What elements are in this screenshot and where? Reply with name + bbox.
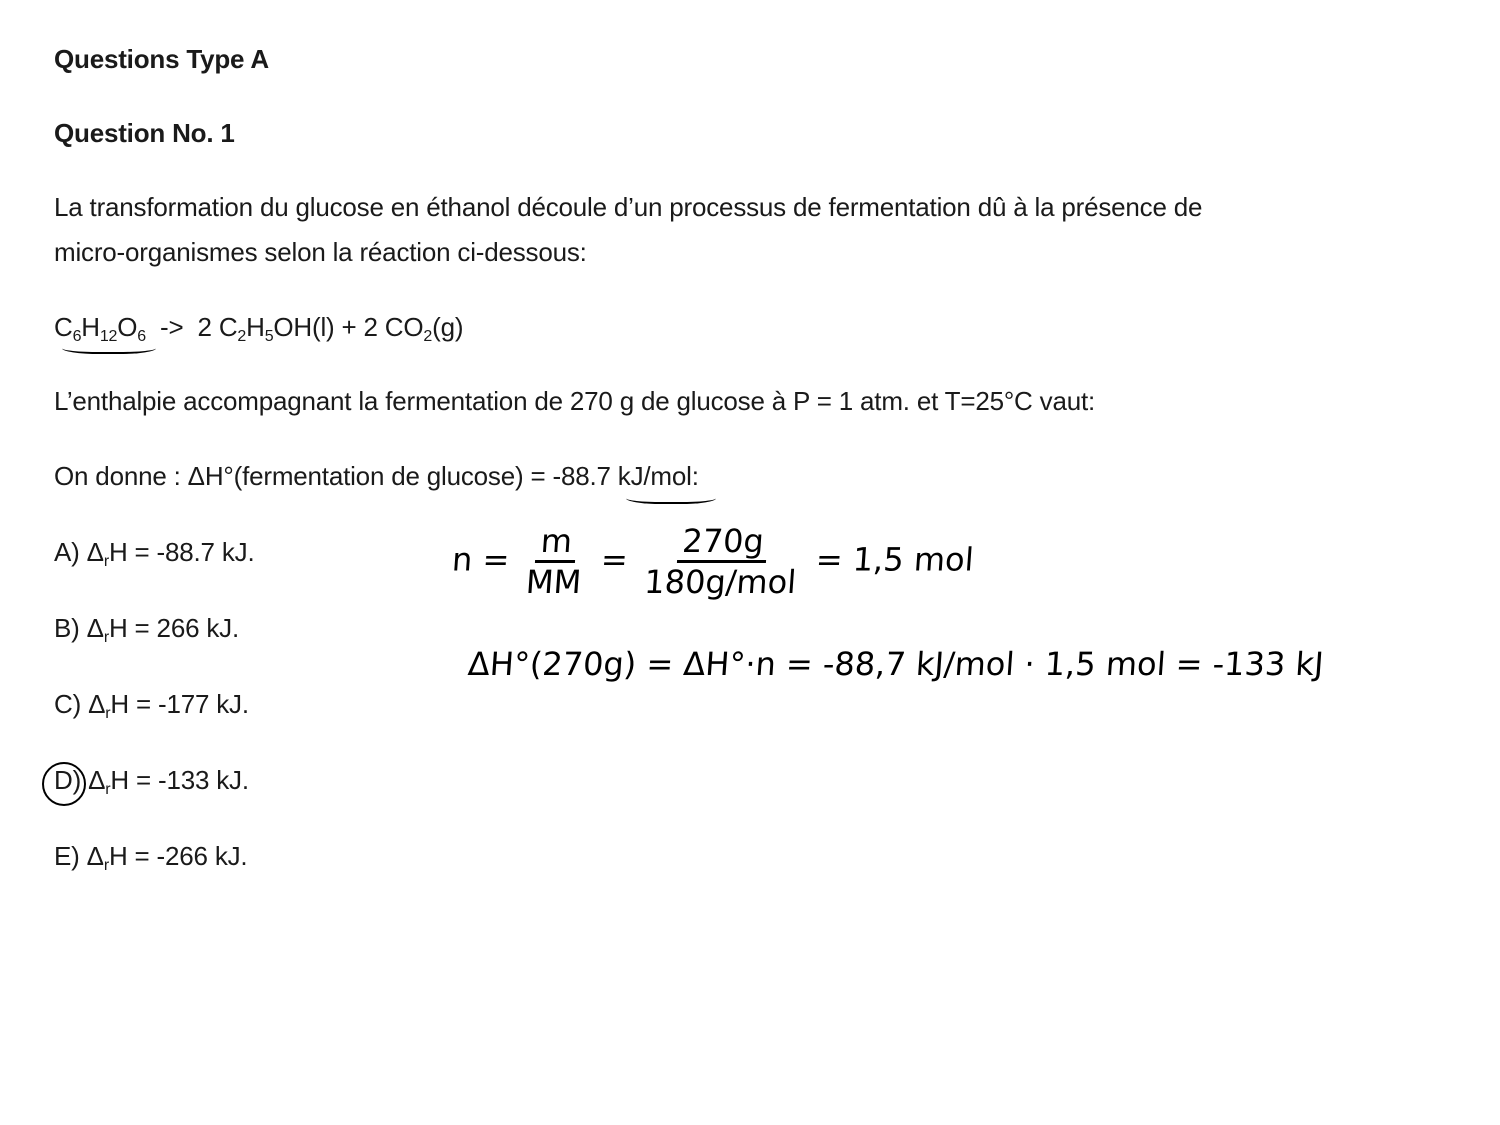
question-title: Question No. 1 (54, 118, 235, 148)
handwritten-underline-value (626, 490, 716, 504)
hw-mm: MM (524, 563, 583, 601)
option-value: H = -133 kJ. (110, 765, 249, 795)
handwritten-circle-answer (42, 762, 86, 806)
hw-den: 180g/mol (643, 563, 798, 601)
question-paragraph-line-1: La transformation du glucose en éthanol découle d’un processus de fermentation dû à la présence de (54, 192, 1203, 222)
answer-option-b (54, 613, 239, 644)
delta-symbol: Δ (88, 689, 106, 719)
delta-symbol: Δ (88, 765, 106, 795)
reaction-text: -> 2 C (146, 312, 238, 342)
option-value: H = 266 kJ. (108, 613, 239, 643)
reaction-text: OH(l) + 2 CO (273, 312, 424, 342)
answer-option-c (54, 689, 249, 720)
option-letter: B) (54, 613, 80, 643)
hw-m: m (535, 522, 577, 563)
hw-result1: = 1,5 mol (814, 540, 975, 579)
delta-subscript: r (105, 781, 111, 798)
reaction-subscript: 6 (137, 328, 146, 345)
handwritten-enthalpy-calculation: ΔH°(270g) = ΔH°·n = -88,7 kJ/mol · 1,5 mol = -133 kJ (466, 645, 1325, 683)
given-value: -88.7 kJ (552, 461, 644, 491)
hw-fraction-values (643, 522, 800, 601)
delta-symbol: Δ (86, 537, 104, 567)
reaction-subscript: 2 (423, 328, 433, 345)
reaction-text: C (54, 312, 73, 342)
hw-num: 270g (677, 522, 769, 563)
reaction-text: H (81, 312, 100, 342)
reaction-subscript: 6 (72, 328, 82, 345)
given-data (54, 461, 699, 492)
delta-symbol: Δ (86, 841, 104, 871)
delta-subscript: r (103, 629, 109, 646)
option-value: H = -88.7 kJ. (108, 537, 255, 567)
handwritten-moles-calculation (449, 522, 976, 601)
question-paragraph-line-2: micro-organismes selon la réaction ci-dessous: (54, 237, 587, 267)
enthalpy-question: L’enthalpie accompagnant la fermentation de 270 g de glucose à P = 1 atm. et T=25°C vaut: (54, 386, 1096, 416)
given-prefix: On donne : ΔH°(fermentation de glucose) = (54, 461, 553, 491)
hw-n: n = (450, 540, 511, 579)
option-letter: E) (54, 841, 80, 871)
reaction-subscript: 2 (237, 328, 247, 345)
delta-symbol: Δ (86, 613, 104, 643)
option-value: H = -266 kJ. (108, 841, 248, 871)
handwritten-underline-glucose (62, 340, 156, 354)
delta-subscript: r (103, 857, 109, 874)
reaction-text: (g) (432, 312, 464, 342)
option-value: H = -177 kJ. (110, 689, 249, 719)
option-letter: C) (54, 689, 82, 719)
answer-option-e (54, 841, 247, 872)
reaction-equation (54, 312, 463, 343)
hw-eq: = (599, 540, 630, 579)
section-heading: Questions Type A (54, 44, 269, 74)
hw-fraction-m-mm (525, 522, 586, 601)
reaction-subscript: 5 (264, 328, 274, 345)
delta-subscript: r (105, 705, 111, 722)
reaction-text: O (117, 312, 138, 342)
answer-option-a (54, 537, 254, 568)
given-suffix: /mol: (643, 461, 699, 491)
option-letter: D) (54, 765, 82, 795)
delta-subscript: r (103, 553, 109, 570)
option-letter: A) (54, 537, 80, 567)
reaction-subscript: 12 (99, 328, 118, 345)
reaction-text: H (246, 312, 265, 342)
